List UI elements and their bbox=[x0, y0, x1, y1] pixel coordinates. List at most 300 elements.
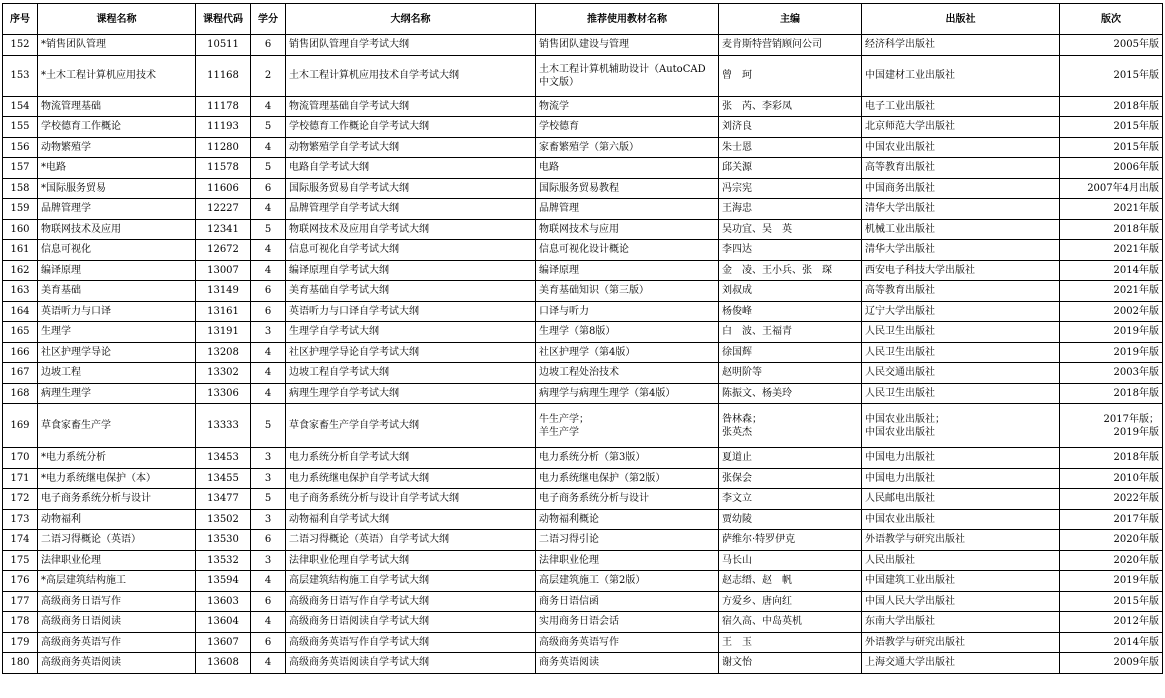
cell-no: 159 bbox=[3, 199, 38, 220]
cell-editor: 马长山 bbox=[719, 550, 862, 571]
cell-course-code: 11578 bbox=[196, 158, 251, 179]
cell-edition: 2021年版 bbox=[1060, 199, 1163, 220]
cell-credit: 4 bbox=[251, 363, 286, 384]
table-row bbox=[3, 550, 1163, 571]
cell-no: 176 bbox=[3, 571, 38, 592]
header-edition: 版次 bbox=[1060, 4, 1163, 35]
cell-course-code: 13333 bbox=[196, 404, 251, 448]
header-course-name: 课程名称 bbox=[38, 4, 196, 35]
cell-editor: 谢文怡 bbox=[719, 653, 862, 674]
cell-publisher: 人民卫生出版社 bbox=[862, 383, 1060, 404]
cell-course-name: 社区护理学导论 bbox=[38, 342, 196, 363]
cell-course-code: 13594 bbox=[196, 571, 251, 592]
cell-publisher: 外语教学与研究出版社 bbox=[862, 530, 1060, 551]
cell-editor: 王 玉 bbox=[719, 632, 862, 653]
cell-no: 172 bbox=[3, 489, 38, 510]
cell-course-name: 高级商务日语写作 bbox=[38, 591, 196, 612]
cell-no: 174 bbox=[3, 530, 38, 551]
cell-course-code: 13007 bbox=[196, 260, 251, 281]
cell-edition: 2018年版 bbox=[1060, 383, 1163, 404]
cell-credit: 4 bbox=[251, 96, 286, 117]
cell-course-code: 13477 bbox=[196, 489, 251, 510]
cell-edition: 2017年版 bbox=[1060, 509, 1163, 530]
cell-no: 165 bbox=[3, 322, 38, 343]
cell-course-name: 二语习得概论（英语） bbox=[38, 530, 196, 551]
cell-textbook: 物流学 bbox=[536, 96, 719, 117]
cell-course-name: 高级商务英语阅读 bbox=[38, 653, 196, 674]
cell-course-name: 英语听力与口译 bbox=[38, 301, 196, 322]
cell-no: 155 bbox=[3, 117, 38, 138]
cell-editor: 昝林森； 张英杰 bbox=[719, 404, 862, 448]
cell-publisher: 清华大学出版社 bbox=[862, 240, 1060, 261]
cell-course-name: *国际服务贸易 bbox=[38, 178, 196, 199]
cell-course-code: 13603 bbox=[196, 591, 251, 612]
cell-course-name: *电力系统继电保护（本） bbox=[38, 468, 196, 489]
cell-no: 173 bbox=[3, 509, 38, 530]
cell-credit: 6 bbox=[251, 178, 286, 199]
table-row bbox=[3, 281, 1163, 302]
cell-course-code: 10511 bbox=[196, 35, 251, 56]
cell-publisher: 辽宁大学出版社 bbox=[862, 301, 1060, 322]
cell-outline: 动物繁殖学自学考试大纲 bbox=[286, 137, 536, 158]
cell-editor: 萨维尔·特罗伊克 bbox=[719, 530, 862, 551]
cell-course-name: 法律职业伦理 bbox=[38, 550, 196, 571]
cell-outline: 法律职业伦理自学考试大纲 bbox=[286, 550, 536, 571]
cell-no: 166 bbox=[3, 342, 38, 363]
table-row bbox=[3, 468, 1163, 489]
cell-editor: 赵明阶等 bbox=[719, 363, 862, 384]
cell-edition: 2018年版 bbox=[1060, 96, 1163, 117]
cell-outline: 销售团队管理自学考试大纲 bbox=[286, 35, 536, 56]
cell-editor: 白 波、王福青 bbox=[719, 322, 862, 343]
cell-edition: 2021年版 bbox=[1060, 281, 1163, 302]
cell-course-code: 12672 bbox=[196, 240, 251, 261]
cell-credit: 6 bbox=[251, 35, 286, 56]
cell-course-name: 生理学 bbox=[38, 322, 196, 343]
cell-edition: 2015年版 bbox=[1060, 591, 1163, 612]
cell-editor: 冯宗宪 bbox=[719, 178, 862, 199]
cell-editor: 杨俊峰 bbox=[719, 301, 862, 322]
cell-credit: 4 bbox=[251, 612, 286, 633]
table-row bbox=[3, 653, 1163, 674]
cell-textbook: 电路 bbox=[536, 158, 719, 179]
table-row bbox=[3, 199, 1163, 220]
header-row bbox=[3, 4, 1163, 35]
cell-editor: 曾 珂 bbox=[719, 55, 862, 96]
cell-textbook: 牛生产学； 羊生产学 bbox=[536, 404, 719, 448]
cell-outline: 病理生理学自学考试大纲 bbox=[286, 383, 536, 404]
cell-credit: 3 bbox=[251, 468, 286, 489]
cell-course-code: 13530 bbox=[196, 530, 251, 551]
cell-publisher: 中国农业出版社； 中国农业出版社 bbox=[862, 404, 1060, 448]
cell-publisher: 中国电力出版社 bbox=[862, 448, 1060, 469]
cell-course-code: 13532 bbox=[196, 550, 251, 571]
cell-publisher: 中国建材工业出版社 bbox=[862, 55, 1060, 96]
table-row bbox=[3, 117, 1163, 138]
cell-editor: 张保会 bbox=[719, 468, 862, 489]
cell-edition: 2020年版 bbox=[1060, 550, 1163, 571]
cell-edition: 2020年版 bbox=[1060, 530, 1163, 551]
cell-edition: 2014年版 bbox=[1060, 260, 1163, 281]
cell-outline: 物流管理基础自学考试大纲 bbox=[286, 96, 536, 117]
cell-credit: 5 bbox=[251, 489, 286, 510]
cell-credit: 4 bbox=[251, 383, 286, 404]
header-credit: 学分 bbox=[251, 4, 286, 35]
table-row bbox=[3, 363, 1163, 384]
cell-course-name: 学校德育工作概论 bbox=[38, 117, 196, 138]
cell-textbook: 二语习得引论 bbox=[536, 530, 719, 551]
cell-course-code: 11280 bbox=[196, 137, 251, 158]
cell-no: 158 bbox=[3, 178, 38, 199]
cell-course-code: 13608 bbox=[196, 653, 251, 674]
cell-edition: 2015年版 bbox=[1060, 55, 1163, 96]
cell-edition: 2012年版 bbox=[1060, 612, 1163, 633]
table-row bbox=[3, 55, 1163, 96]
cell-edition: 2015年版 bbox=[1060, 117, 1163, 138]
cell-publisher: 上海交通大学出版社 bbox=[862, 653, 1060, 674]
cell-course-name: *土木工程计算机应用技术 bbox=[38, 55, 196, 96]
cell-course-code: 13302 bbox=[196, 363, 251, 384]
cell-outline: 动物福利自学考试大纲 bbox=[286, 509, 536, 530]
cell-course-code: 13453 bbox=[196, 448, 251, 469]
cell-textbook: 社区护理学（第4版） bbox=[536, 342, 719, 363]
cell-course-name: 草食家畜生产学 bbox=[38, 404, 196, 448]
cell-outline: 高级商务日语写作自学考试大纲 bbox=[286, 591, 536, 612]
header-publisher: 出版社 bbox=[862, 4, 1060, 35]
cell-no: 157 bbox=[3, 158, 38, 179]
cell-course-code: 11193 bbox=[196, 117, 251, 138]
cell-outline: 土木工程计算机应用技术自学考试大纲 bbox=[286, 55, 536, 96]
cell-credit: 2 bbox=[251, 55, 286, 96]
cell-textbook: 口译与听力 bbox=[536, 301, 719, 322]
cell-outline: 国际服务贸易自学考试大纲 bbox=[286, 178, 536, 199]
cell-credit: 5 bbox=[251, 117, 286, 138]
cell-editor: 方爱乡、唐向红 bbox=[719, 591, 862, 612]
table-row bbox=[3, 219, 1163, 240]
cell-no: 180 bbox=[3, 653, 38, 674]
cell-edition: 2019年版 bbox=[1060, 342, 1163, 363]
cell-no: 167 bbox=[3, 363, 38, 384]
cell-credit: 6 bbox=[251, 632, 286, 653]
header-outline: 大纲名称 bbox=[286, 4, 536, 35]
cell-textbook: 商务日语信函 bbox=[536, 591, 719, 612]
cell-no: 162 bbox=[3, 260, 38, 281]
cell-publisher: 清华大学出版社 bbox=[862, 199, 1060, 220]
cell-no: 163 bbox=[3, 281, 38, 302]
cell-textbook: 编译原理 bbox=[536, 260, 719, 281]
cell-outline: 英语听力与口译自学考试大纲 bbox=[286, 301, 536, 322]
cell-textbook: 信息可视化设计概论 bbox=[536, 240, 719, 261]
cell-outline: 品牌管理学自学考试大纲 bbox=[286, 199, 536, 220]
cell-no: 177 bbox=[3, 591, 38, 612]
cell-publisher: 人民交通出版社 bbox=[862, 363, 1060, 384]
cell-textbook: 法律职业伦理 bbox=[536, 550, 719, 571]
cell-course-code: 13161 bbox=[196, 301, 251, 322]
cell-outline: 电力系统继电保护自学考试大纲 bbox=[286, 468, 536, 489]
cell-editor: 金 凌、王小兵、张 琛 bbox=[719, 260, 862, 281]
cell-textbook: 动物福利概论 bbox=[536, 509, 719, 530]
cell-outline: 草食家畜生产学自学考试大纲 bbox=[286, 404, 536, 448]
cell-edition: 2018年版 bbox=[1060, 219, 1163, 240]
cell-credit: 4 bbox=[251, 653, 286, 674]
cell-textbook: 生理学（第8版） bbox=[536, 322, 719, 343]
cell-course-code: 13607 bbox=[196, 632, 251, 653]
cell-course-name: 边坡工程 bbox=[38, 363, 196, 384]
cell-credit: 6 bbox=[251, 591, 286, 612]
table-row bbox=[3, 383, 1163, 404]
cell-course-name: 动物繁殖学 bbox=[38, 137, 196, 158]
header-editor: 主编 bbox=[719, 4, 862, 35]
cell-course-code: 11606 bbox=[196, 178, 251, 199]
cell-course-code: 12341 bbox=[196, 219, 251, 240]
cell-course-code: 12227 bbox=[196, 199, 251, 220]
cell-textbook: 销售团队建设与管理 bbox=[536, 35, 719, 56]
cell-edition: 2007年4月出版 bbox=[1060, 178, 1163, 199]
cell-no: 169 bbox=[3, 404, 38, 448]
table-row bbox=[3, 612, 1163, 633]
cell-publisher: 高等教育出版社 bbox=[862, 158, 1060, 179]
cell-edition: 2021年版 bbox=[1060, 240, 1163, 261]
table-row bbox=[3, 158, 1163, 179]
cell-outline: 物联网技术及应用自学考试大纲 bbox=[286, 219, 536, 240]
cell-outline: 社区护理学导论自学考试大纲 bbox=[286, 342, 536, 363]
cell-course-code: 13306 bbox=[196, 383, 251, 404]
cell-textbook: 学校德育 bbox=[536, 117, 719, 138]
cell-edition: 2006年版 bbox=[1060, 158, 1163, 179]
table-row bbox=[3, 240, 1163, 261]
cell-outline: 编译原理自学考试大纲 bbox=[286, 260, 536, 281]
cell-credit: 4 bbox=[251, 199, 286, 220]
cell-edition: 2014年版 bbox=[1060, 632, 1163, 653]
cell-editor: 邱关源 bbox=[719, 158, 862, 179]
cell-publisher: 人民卫生出版社 bbox=[862, 342, 1060, 363]
cell-outline: 高级商务日语阅读自学考试大纲 bbox=[286, 612, 536, 633]
cell-publisher: 北京师范大学出版社 bbox=[862, 117, 1060, 138]
cell-course-name: 编译原理 bbox=[38, 260, 196, 281]
cell-textbook: 高级商务英语写作 bbox=[536, 632, 719, 653]
cell-no: 179 bbox=[3, 632, 38, 653]
cell-textbook: 电子商务系统分析与设计 bbox=[536, 489, 719, 510]
cell-edition: 2017年版； 2019年版 bbox=[1060, 404, 1163, 448]
cell-editor: 李四达 bbox=[719, 240, 862, 261]
table-row bbox=[3, 509, 1163, 530]
cell-course-name: 品牌管理学 bbox=[38, 199, 196, 220]
cell-edition: 2015年版 bbox=[1060, 137, 1163, 158]
cell-edition: 2003年版 bbox=[1060, 363, 1163, 384]
cell-course-name: 物流管理基础 bbox=[38, 96, 196, 117]
cell-no: 168 bbox=[3, 383, 38, 404]
cell-course-code: 11168 bbox=[196, 55, 251, 96]
cell-course-name: 动物福利 bbox=[38, 509, 196, 530]
cell-editor: 麦肯斯特营销顾问公司 bbox=[719, 35, 862, 56]
cell-editor: 李文立 bbox=[719, 489, 862, 510]
cell-edition: 2005年版 bbox=[1060, 35, 1163, 56]
cell-textbook: 电力系统继电保护（第2版） bbox=[536, 468, 719, 489]
cell-no: 152 bbox=[3, 35, 38, 56]
cell-course-name: 信息可视化 bbox=[38, 240, 196, 261]
cell-textbook: 家畜繁殖学（第六版） bbox=[536, 137, 719, 158]
table-body bbox=[3, 35, 1163, 674]
cell-editor: 赵志缙、赵 帆 bbox=[719, 571, 862, 592]
cell-outline: 二语习得概论（英语）自学考试大纲 bbox=[286, 530, 536, 551]
cell-editor: 贾幼陵 bbox=[719, 509, 862, 530]
cell-course-name: 高级商务英语写作 bbox=[38, 632, 196, 653]
cell-no: 178 bbox=[3, 612, 38, 633]
table-row bbox=[3, 322, 1163, 343]
cell-no: 153 bbox=[3, 55, 38, 96]
table-row bbox=[3, 301, 1163, 322]
cell-course-code: 13191 bbox=[196, 322, 251, 343]
table-row bbox=[3, 404, 1163, 448]
cell-no: 156 bbox=[3, 137, 38, 158]
cell-publisher: 中国商务出版社 bbox=[862, 178, 1060, 199]
cell-edition: 2009年版 bbox=[1060, 653, 1163, 674]
cell-course-name: 电子商务系统分析与设计 bbox=[38, 489, 196, 510]
cell-textbook: 高层建筑施工（第2版） bbox=[536, 571, 719, 592]
cell-no: 161 bbox=[3, 240, 38, 261]
table-row bbox=[3, 178, 1163, 199]
table-row bbox=[3, 35, 1163, 56]
cell-textbook: 电力系统分析（第3版） bbox=[536, 448, 719, 469]
cell-publisher: 外语教学与研究出版社 bbox=[862, 632, 1060, 653]
cell-textbook: 物联网技术与应用 bbox=[536, 219, 719, 240]
cell-course-code: 13604 bbox=[196, 612, 251, 633]
cell-publisher: 中国人民大学出版社 bbox=[862, 591, 1060, 612]
cell-credit: 4 bbox=[251, 571, 286, 592]
cell-course-code: 13455 bbox=[196, 468, 251, 489]
table-row bbox=[3, 530, 1163, 551]
table-row bbox=[3, 448, 1163, 469]
cell-credit: 3 bbox=[251, 322, 286, 343]
cell-outline: 电力系统分析自学考试大纲 bbox=[286, 448, 536, 469]
cell-textbook: 美育基础知识（第三版） bbox=[536, 281, 719, 302]
cell-outline: 生理学自学考试大纲 bbox=[286, 322, 536, 343]
cell-course-name: *销售团队管理 bbox=[38, 35, 196, 56]
cell-editor: 王海忠 bbox=[719, 199, 862, 220]
table-row bbox=[3, 137, 1163, 158]
cell-publisher: 经济科学出版社 bbox=[862, 35, 1060, 56]
cell-textbook: 土木工程计算机辅助设计（AutoCAD中文版） bbox=[536, 55, 719, 96]
cell-publisher: 中国农业出版社 bbox=[862, 509, 1060, 530]
course-table bbox=[2, 3, 1163, 674]
cell-edition: 2019年版 bbox=[1060, 322, 1163, 343]
cell-editor: 夏道止 bbox=[719, 448, 862, 469]
cell-textbook: 商务英语阅读 bbox=[536, 653, 719, 674]
cell-textbook: 边坡工程处治技术 bbox=[536, 363, 719, 384]
cell-credit: 5 bbox=[251, 219, 286, 240]
cell-publisher: 人民出版社 bbox=[862, 550, 1060, 571]
cell-edition: 2018年版 bbox=[1060, 448, 1163, 469]
cell-credit: 5 bbox=[251, 158, 286, 179]
table-row bbox=[3, 260, 1163, 281]
cell-course-code: 13208 bbox=[196, 342, 251, 363]
cell-textbook: 国际服务贸易教程 bbox=[536, 178, 719, 199]
cell-credit: 4 bbox=[251, 260, 286, 281]
header-textbook: 推荐使用教材名称 bbox=[536, 4, 719, 35]
cell-publisher: 中国电力出版社 bbox=[862, 468, 1060, 489]
cell-course-code: 13149 bbox=[196, 281, 251, 302]
header-no: 序号 bbox=[3, 4, 38, 35]
cell-editor: 朱士恩 bbox=[719, 137, 862, 158]
cell-editor: 宿久高、中岛英机 bbox=[719, 612, 862, 633]
cell-editor: 刘叔成 bbox=[719, 281, 862, 302]
cell-outline: 边坡工程自学考试大纲 bbox=[286, 363, 536, 384]
cell-textbook: 品牌管理 bbox=[536, 199, 719, 220]
header-course-code: 课程代码 bbox=[196, 4, 251, 35]
cell-publisher: 东南大学出版社 bbox=[862, 612, 1060, 633]
table-row bbox=[3, 632, 1163, 653]
cell-course-name: *电路 bbox=[38, 158, 196, 179]
cell-outline: 电路自学考试大纲 bbox=[286, 158, 536, 179]
cell-edition: 2002年版 bbox=[1060, 301, 1163, 322]
cell-no: 170 bbox=[3, 448, 38, 469]
cell-outline: 高级商务英语写作自学考试大纲 bbox=[286, 632, 536, 653]
cell-course-name: 高级商务日语阅读 bbox=[38, 612, 196, 633]
table-row bbox=[3, 591, 1163, 612]
cell-no: 164 bbox=[3, 301, 38, 322]
cell-course-name: 物联网技术及应用 bbox=[38, 219, 196, 240]
cell-editor: 吴功宜、吴 英 bbox=[719, 219, 862, 240]
cell-credit: 3 bbox=[251, 550, 286, 571]
cell-credit: 6 bbox=[251, 301, 286, 322]
cell-credit: 3 bbox=[251, 448, 286, 469]
cell-course-name: *电力系统分析 bbox=[38, 448, 196, 469]
cell-publisher: 人民邮电出版社 bbox=[862, 489, 1060, 510]
cell-course-code: 11178 bbox=[196, 96, 251, 117]
cell-publisher: 电子工业出版社 bbox=[862, 96, 1060, 117]
cell-course-name: 美育基础 bbox=[38, 281, 196, 302]
cell-no: 154 bbox=[3, 96, 38, 117]
cell-credit: 6 bbox=[251, 281, 286, 302]
cell-edition: 2019年版 bbox=[1060, 571, 1163, 592]
cell-credit: 3 bbox=[251, 509, 286, 530]
cell-course-code: 13502 bbox=[196, 509, 251, 530]
cell-publisher: 中国农业出版社 bbox=[862, 137, 1060, 158]
cell-publisher: 机械工业出版社 bbox=[862, 219, 1060, 240]
cell-outline: 高级商务英语阅读自学考试大纲 bbox=[286, 653, 536, 674]
cell-editor: 陈振文、杨美玲 bbox=[719, 383, 862, 404]
cell-publisher: 人民卫生出版社 bbox=[862, 322, 1060, 343]
cell-outline: 信息可视化自学考试大纲 bbox=[286, 240, 536, 261]
cell-credit: 5 bbox=[251, 404, 286, 448]
cell-editor: 徐国辉 bbox=[719, 342, 862, 363]
cell-no: 175 bbox=[3, 550, 38, 571]
cell-outline: 高层建筑结构施工自学考试大纲 bbox=[286, 571, 536, 592]
cell-edition: 2022年版 bbox=[1060, 489, 1163, 510]
cell-credit: 4 bbox=[251, 240, 286, 261]
cell-no: 160 bbox=[3, 219, 38, 240]
cell-editor: 张 芮、李彩凤 bbox=[719, 96, 862, 117]
cell-textbook: 病理学与病理生理学（第4版） bbox=[536, 383, 719, 404]
cell-textbook: 实用商务日语会话 bbox=[536, 612, 719, 633]
cell-editor: 刘济良 bbox=[719, 117, 862, 138]
cell-no: 171 bbox=[3, 468, 38, 489]
cell-course-name: 病理生理学 bbox=[38, 383, 196, 404]
cell-outline: 电子商务系统分析与设计自学考试大纲 bbox=[286, 489, 536, 510]
table-row bbox=[3, 571, 1163, 592]
table-row bbox=[3, 342, 1163, 363]
cell-edition: 2010年版 bbox=[1060, 468, 1163, 489]
table-row bbox=[3, 489, 1163, 510]
cell-outline: 学校德育工作概论自学考试大纲 bbox=[286, 117, 536, 138]
cell-credit: 4 bbox=[251, 342, 286, 363]
cell-publisher: 西安电子科技大学出版社 bbox=[862, 260, 1060, 281]
table-row bbox=[3, 96, 1163, 117]
cell-publisher: 高等教育出版社 bbox=[862, 281, 1060, 302]
cell-outline: 美育基础自学考试大纲 bbox=[286, 281, 536, 302]
cell-credit: 4 bbox=[251, 137, 286, 158]
cell-credit: 6 bbox=[251, 530, 286, 551]
